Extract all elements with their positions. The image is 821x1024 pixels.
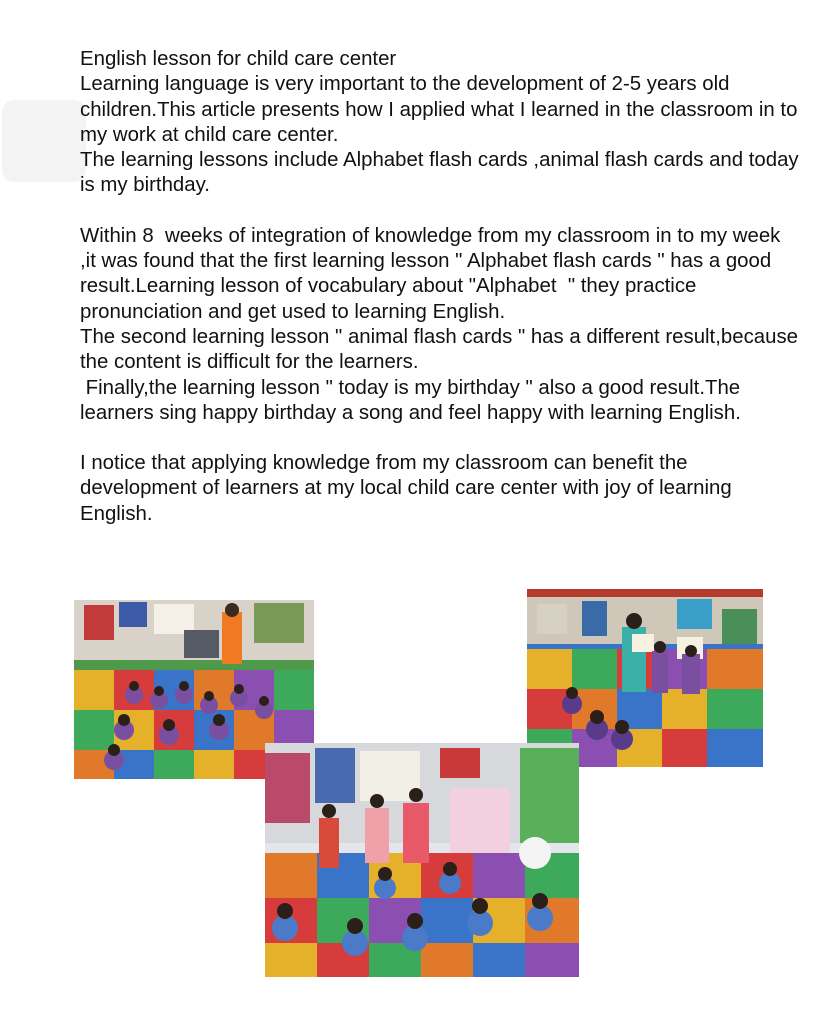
lessons-paragraph: The learning lessons include Alphabet flash cards ,animal flash cards and today is my birthday.: [80, 149, 805, 197]
article-body: [80, 47, 805, 527]
classroom-photo-3: [265, 743, 579, 977]
intro-paragraph: Learning language is very important to the development of 2-5 years old children.This article presents how I applied what I learned in the classroom in to my work at child care center.: [80, 73, 804, 146]
findings-paragraph-3: Finally,the learning lesson " today is my birthday " also a good result.The learners sing happy birthday a song and feel happy with learning English.: [80, 376, 746, 424]
article-title: English lesson for child care center: [80, 48, 397, 70]
conclusion-paragraph: I notice that applying knowledge from my classroom can benefit the development of learners at my local child care center with joy of learning English.: [80, 452, 738, 525]
findings-paragraph-1: Within 8 weeks of integration of knowledge from my classroom in to my week ,it was found that the first learning lesson " Alphabet flash cards " has a good result.Learning lesson of vocabulary about "Alphabet " they practice pronunciation and get used to learning English.: [80, 224, 787, 323]
findings-paragraph-2: The second learning lesson " animal flash cards " has a different result,because the content is difficult for the learners.: [80, 325, 804, 374]
side-panel-tab: [2, 100, 86, 182]
classroom-photo-2: [527, 589, 763, 767]
